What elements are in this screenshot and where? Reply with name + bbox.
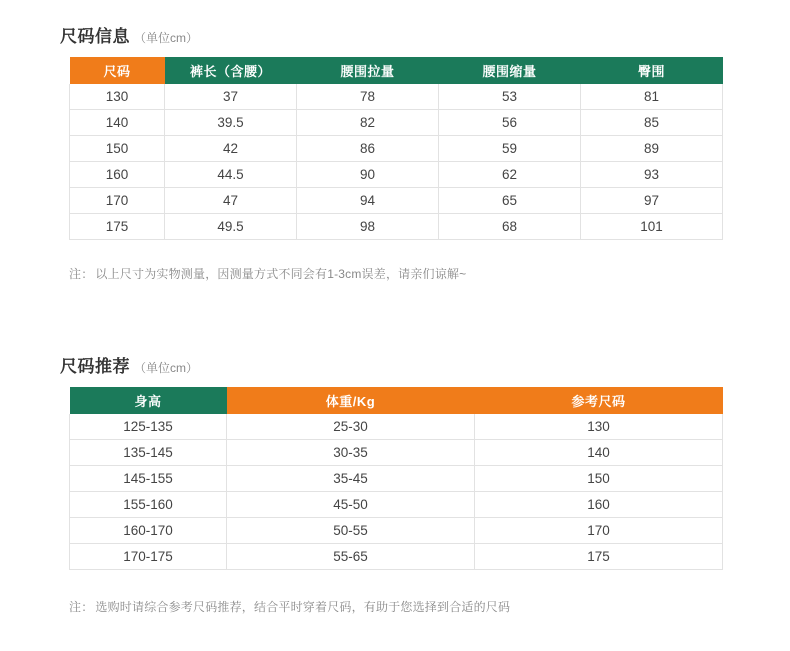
- size-info-section: [0, 22, 790, 240]
- size-info-table-body: [70, 84, 723, 240]
- size-recommendation-table-head: [70, 387, 723, 414]
- cell: 101: [581, 214, 723, 240]
- cell: 150: [475, 466, 723, 492]
- cell: 65: [439, 188, 581, 214]
- cell: 175: [70, 214, 165, 240]
- size-recommendation-note: [0, 598, 790, 615]
- column-header-1: 体重/Kg: [227, 387, 475, 414]
- cell: 98: [297, 214, 439, 240]
- cell: 160: [475, 492, 723, 518]
- cell: 175: [475, 544, 723, 570]
- size-info-note-text: 以上尺寸为实物测量，因测量方式不同会有1-3cm误差，请亲们谅解~: [95, 267, 467, 281]
- table-row: [70, 214, 723, 240]
- cell: 42: [165, 136, 297, 162]
- cell: 140: [475, 440, 723, 466]
- column-header-2: 参考尺码: [475, 387, 723, 414]
- table-row: [70, 492, 723, 518]
- size-recommendation-heading: [0, 352, 790, 377]
- size-info-note-label: 注：: [69, 267, 94, 281]
- table-row: [70, 544, 723, 570]
- cell: 130: [70, 84, 165, 110]
- cell: 89: [581, 136, 723, 162]
- size-recommendation-note-text: 选购时请综合参考尺码推荐，结合平时穿着尺码，有助于您选择到合适的尺码: [95, 600, 511, 614]
- cell: 130: [475, 414, 723, 440]
- cell: 59: [439, 136, 581, 162]
- size-info-unit-label: （单位cm）: [134, 31, 198, 45]
- table-row: [70, 136, 723, 162]
- cell: 135-145: [70, 440, 227, 466]
- cell: 44.5: [165, 162, 297, 188]
- cell: 25-30: [227, 414, 475, 440]
- table-row: [70, 188, 723, 214]
- size-info-note: [0, 265, 790, 282]
- table-row: [70, 162, 723, 188]
- cell: 93: [581, 162, 723, 188]
- cell: 86: [297, 136, 439, 162]
- cell: 125-135: [70, 414, 227, 440]
- section-title: 尺码推荐: [60, 357, 130, 376]
- cell: 160-170: [70, 518, 227, 544]
- size-recommendation-table-body: [70, 414, 723, 570]
- cell: 170: [70, 188, 165, 214]
- table-row: [70, 466, 723, 492]
- column-header-2: 腰围拉量: [297, 57, 439, 84]
- cell: 45-50: [227, 492, 475, 518]
- table-row: [70, 440, 723, 466]
- cell: 155-160: [70, 492, 227, 518]
- cell: 81: [581, 84, 723, 110]
- size-recommendation-note-label: 注：: [69, 600, 94, 614]
- cell: 62: [439, 162, 581, 188]
- size-recommendation-table: [69, 387, 723, 570]
- cell: 55-65: [227, 544, 475, 570]
- size-recommendation-unit-label: （单位cm）: [134, 361, 198, 375]
- cell: 170: [475, 518, 723, 544]
- cell: 170-175: [70, 544, 227, 570]
- cell: 56: [439, 110, 581, 136]
- size-recommendation-section: [0, 352, 790, 570]
- column-header-1: 裤长（含腰）: [165, 57, 297, 84]
- cell: 35-45: [227, 466, 475, 492]
- cell: 39.5: [165, 110, 297, 136]
- column-header-0: 尺码: [70, 57, 165, 84]
- size-info-table: [69, 57, 723, 240]
- cell: 145-155: [70, 466, 227, 492]
- cell: 97: [581, 188, 723, 214]
- cell: 140: [70, 110, 165, 136]
- table-row: [70, 414, 723, 440]
- table-row: [70, 518, 723, 544]
- cell: 160: [70, 162, 165, 188]
- cell: 150: [70, 136, 165, 162]
- table-row: [70, 110, 723, 136]
- table-header-row: [70, 57, 723, 84]
- cell: 82: [297, 110, 439, 136]
- table-header-row: [70, 387, 723, 414]
- cell: 90: [297, 162, 439, 188]
- cell: 78: [297, 84, 439, 110]
- size-info-table-head: [70, 57, 723, 84]
- cell: 30-35: [227, 440, 475, 466]
- cell: 53: [439, 84, 581, 110]
- cell: 50-55: [227, 518, 475, 544]
- column-header-3: 腰围缩量: [439, 57, 581, 84]
- cell: 47: [165, 188, 297, 214]
- cell: 94: [297, 188, 439, 214]
- size-info-heading: [0, 22, 790, 47]
- cell: 49.5: [165, 214, 297, 240]
- cell: 68: [439, 214, 581, 240]
- cell: 85: [581, 110, 723, 136]
- page-title: 尺码信息: [60, 27, 130, 46]
- column-header-0: 身高: [70, 387, 227, 414]
- cell: 37: [165, 84, 297, 110]
- column-header-4: 臀围: [581, 57, 723, 84]
- table-row: [70, 84, 723, 110]
